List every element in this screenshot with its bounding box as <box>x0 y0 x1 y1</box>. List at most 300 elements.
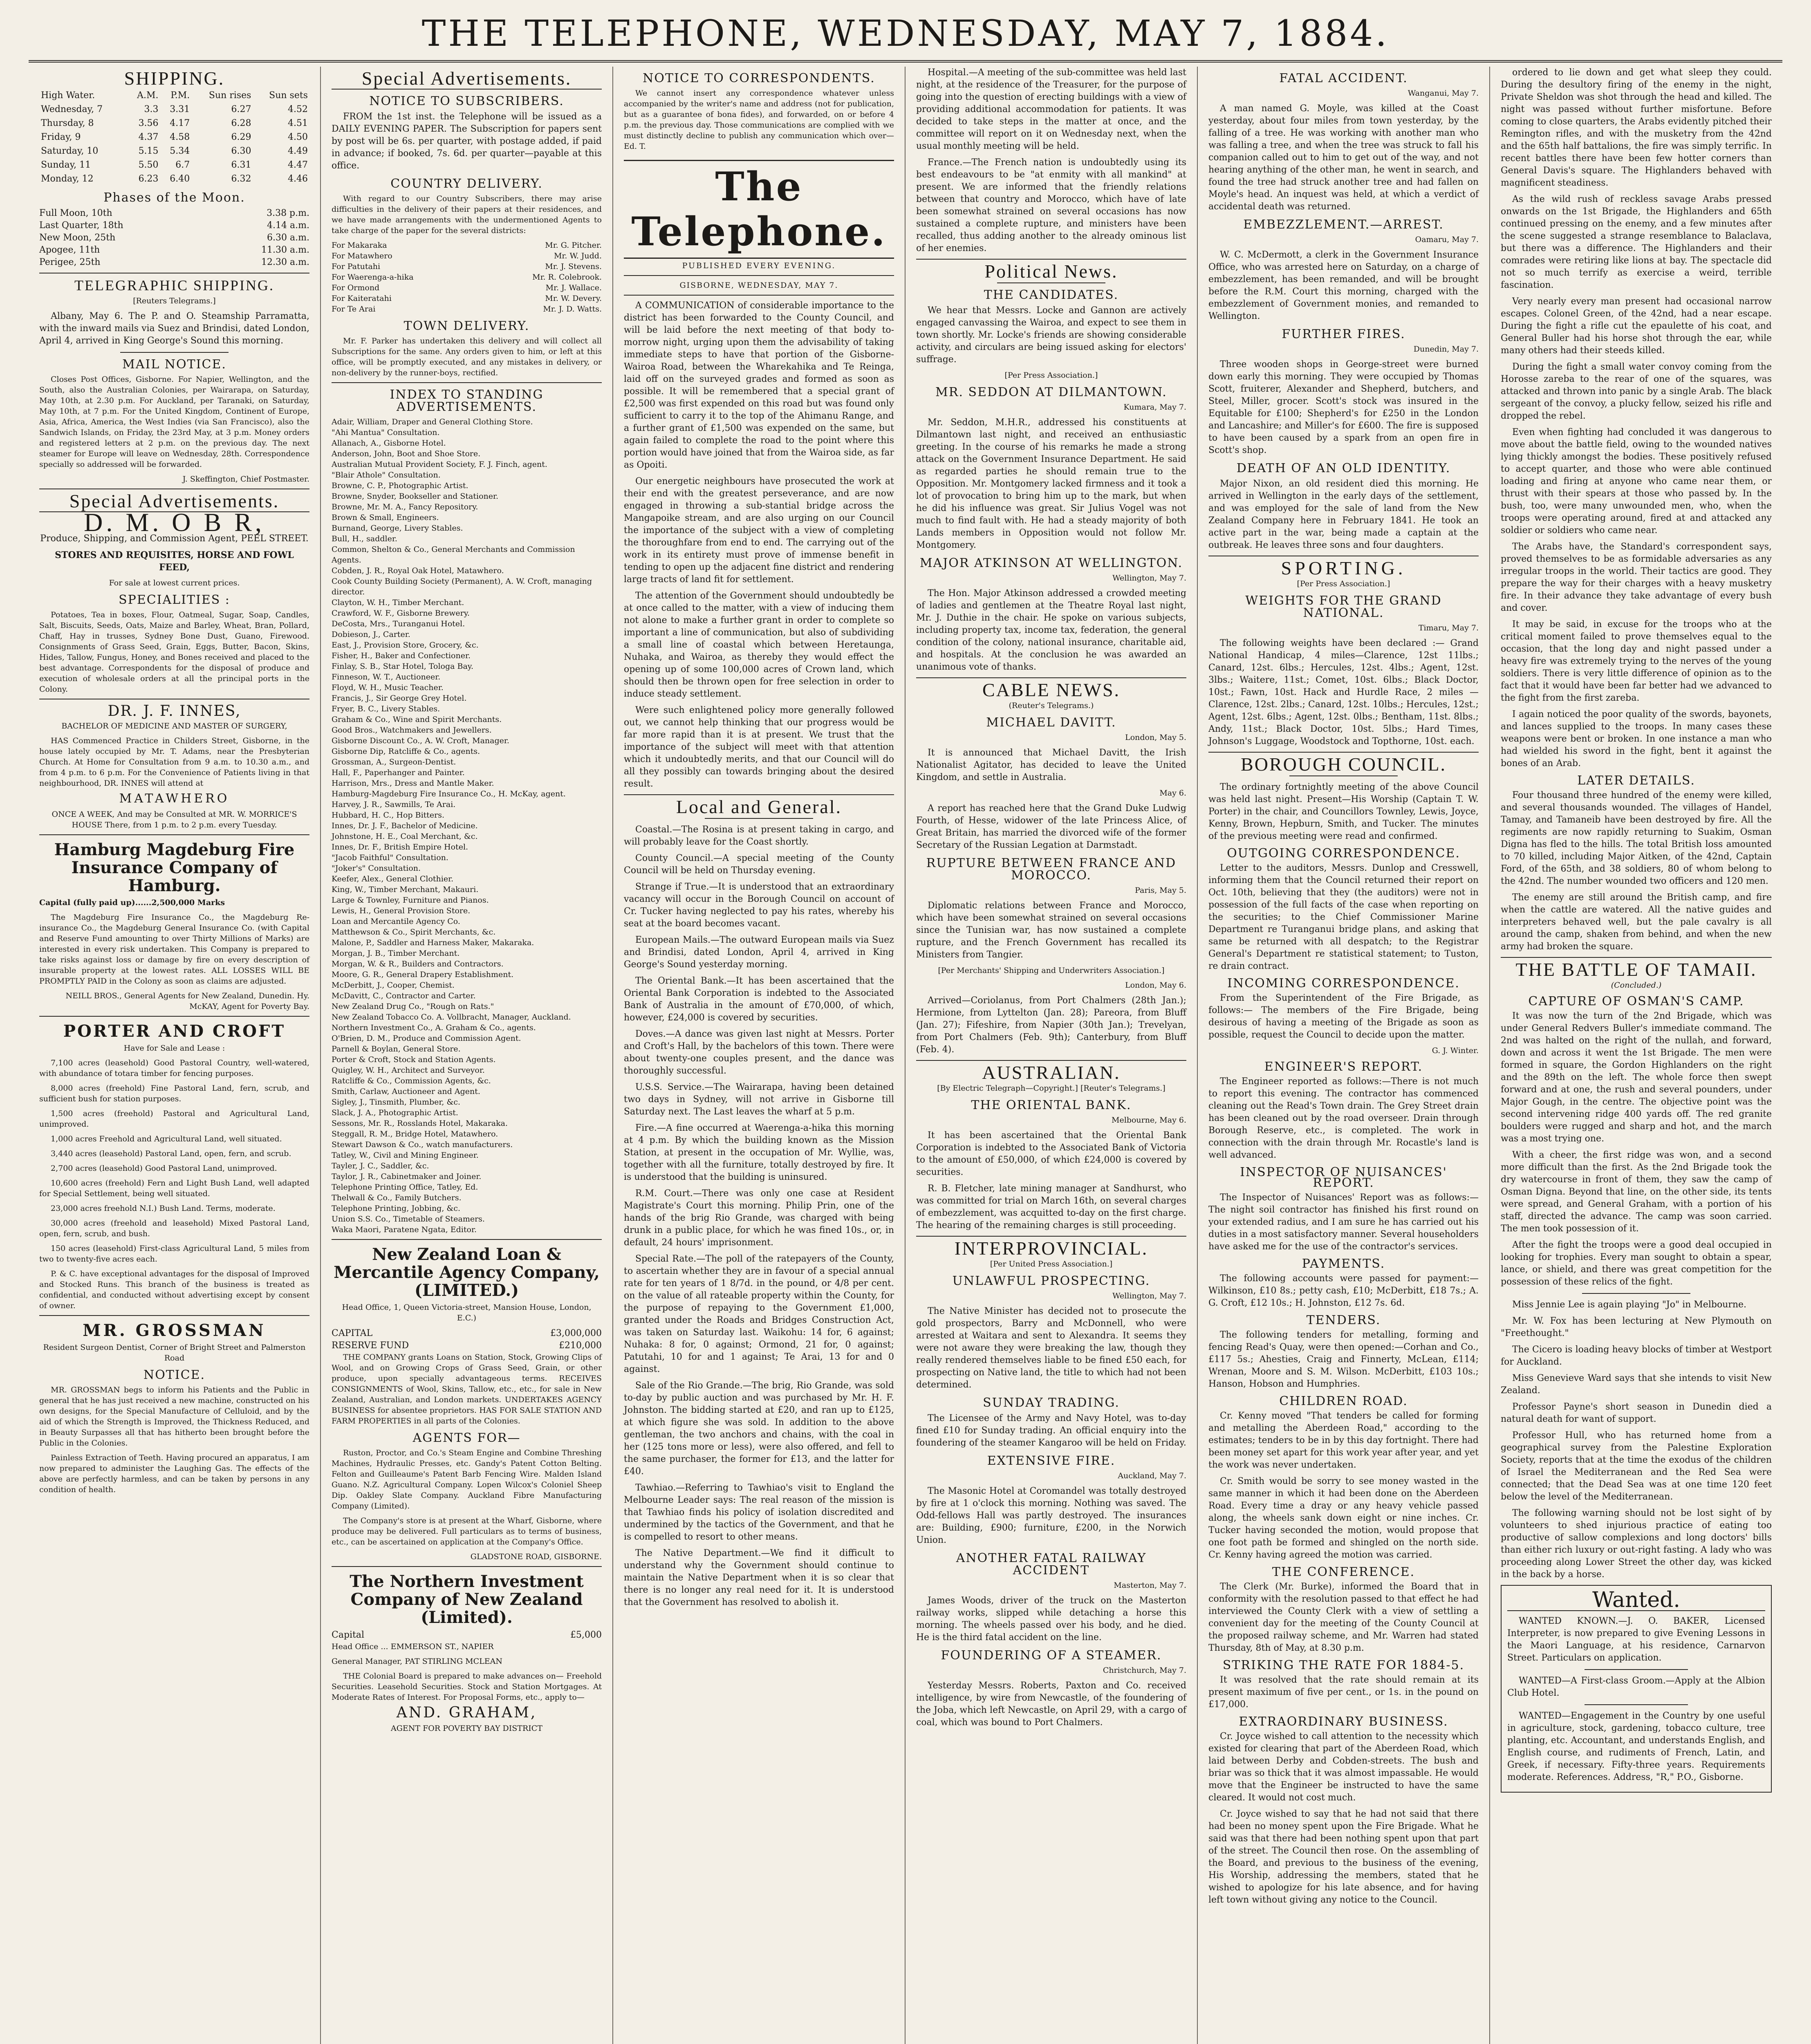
agent-name: Mr. R. Colebrook. <box>532 273 602 282</box>
battle-text-5: Even when fighting had concluded it was dangerous to move about the battle field, owing to the wounded natives lying thickly amongst the bodies. These positively refused to accept quarter, and those who were able continued loading and firing at anyone who came near them, or thrust with their spears at those who passed by. In the bush, too, were many unwounded men, who, when the troops were operating around, fired at and attacked any soldier or soldiers who came near. <box>1501 427 1772 536</box>
capture-text: It was now the turn of the 2nd Brigade, which was under General Redvers Buller's immediate command. The 2nd was halted on the right of the nullah, and forward, down and across it went the 1st Brigade. The men were formed in square, the Gordon Highlanders on the right and the 89th on the left. The whole force then swept forward and at one, the rush and several pounders, under Major Gough, in the centre. The objective point was the second intervening ridge 400 yards off. The red granite boulders were rugged and sharp and hot, and the march was a most trying one. <box>1501 1011 1772 1144</box>
leader-paragraph: The attention of the Government should undoubtedly be at once called to the matter, with a view of inducing them not alone to make a further grant in order to complete so important a line of communication, but also of subdividing a small line of coastal which between Heretaunga, Nuhaka, and Wairoa, as thereby they would effect the opening up of some 100,000 acres of Crown land, which should then be thrown open for free selection in order to induce steady settlement. <box>624 591 894 699</box>
davitt-text: It is announced that Michael Davitt, the Irish Nationalist Agitator, has decided to leave the United Kingdom, and settle in Australia. <box>916 748 1186 782</box>
tides-cell: 6.7 <box>175 160 190 170</box>
tides-cell: Thursday, 8 <box>41 118 94 128</box>
tides-cell: 4.51 <box>288 118 308 128</box>
telegraphic-source: [Reuters Telegrams.] <box>133 296 216 305</box>
steamer-dateline: Christchurch, May 7. <box>1103 1666 1186 1675</box>
candidates-title: THE CANDIDATES. <box>984 288 1119 302</box>
column-3 <box>613 67 906 2044</box>
sunday-title: SUNDAY TRADING. <box>983 1396 1120 1410</box>
tides-header-row <box>39 89 309 103</box>
later-details-text: Four thousand three hundred of the enemy were killed, and several thousands wounded. The villages of Handel, Tamay, and Tamaneib have been destroyed by fire. All the regiments are now rapidly returning to Suakim, Osman Digna has fled to the hills. The total British loss amounted to 70 killed, including Major Aitken, of the 42nd, Captain Ford, of the 65th, and 38 soldiers, 80 of whom belong to the 42nd. The number wounded two officers and 120 men. <box>1501 790 1772 886</box>
index-item: Lewis, H., General Provision Store. <box>332 906 471 915</box>
steamer-title: FOUNDERING OF A STEAMER. <box>941 1648 1162 1663</box>
special-ads-title: Special Advertisements. <box>69 491 280 511</box>
tides-cell: 5.34 <box>170 146 190 156</box>
country-delivery-title: COUNTRY DELIVERY. <box>390 177 543 191</box>
hamburg-capital: Capital (fully paid up)......2,500,000 Marks <box>39 898 225 907</box>
index-item: Hamburg-Magdeburg Fire Insurance Co., H. McKay, agent. <box>332 789 566 798</box>
agent-row <box>332 261 602 272</box>
local-item: U.S.S. Service.—The Wairarapa, having been detained two days in Sydney, will not arrive in Gisborne till Saturday next. The Last leaves the wharf at 5 p.m. <box>624 1082 894 1117</box>
tenders-text: The following tenders for metalling, forming and fencing Read's Quay, were then opened:—Corhan and Co., £117 5s.; Ahesties, Craig and Finnerty, McLean, £114; Wrenan, Moore and S. M. Wilson. McDerbitt, £103 10s.; Hanson, Hobson and Humphries. <box>1208 1330 1479 1389</box>
index-item: Adair, William, Draper and General Clothing Store. <box>332 417 533 426</box>
index-item: Ratcliffe & Co., Commission Agents, &c. <box>332 1076 491 1085</box>
index-item: Loan and Mercantile Agency Co. <box>332 917 460 926</box>
further-fires-dateline: Dunedin, May 7. <box>1413 345 1479 354</box>
agent-name: Mr. J. Stevens. <box>545 262 602 271</box>
railway-accident-title: ANOTHER FATAL RAILWAY ACCIDENT <box>956 1551 1147 1578</box>
tenders-title: TENDERS. <box>1306 1313 1381 1327</box>
france-text: France.—The French nation is undoubtedly using its best endeavours to be "at enmity with all mankind" at present. We are informed that the friendly relations between that country and Morocco, which have of late been somewhat strained on several occasions has now sustained a complete rupture, and ministers have been recalled, thus adding another to the already ominous list of her enemies. <box>916 157 1186 253</box>
agent-district: For Matawhero <box>332 251 392 260</box>
index-item: East, J., Provision Store, Grocery, &c. <box>332 641 479 650</box>
moon-phase: Full Moon, 10th <box>39 208 112 218</box>
index-item: Taylor, J. R., Cabinetmaker and Joiner. <box>332 1172 482 1181</box>
tides-cell: 6.23 <box>138 174 159 184</box>
nuisances-text: The Inspector of Nuisances' Report was as follows:—The night soil contractor has finished his first round on your extended radius, and I am sure he has carried out his duties in a most satisfactory manner. Several householders have asked me for the use of the contractor's services. <box>1208 1192 1479 1252</box>
index-item: Browne, C. P., Photographic Artist. <box>332 481 468 490</box>
published-line: PUBLISHED EVERY EVENING. <box>682 261 836 270</box>
borough-council-title: BOROUGH COUNCIL. <box>1241 754 1446 775</box>
local-item: Strange if True.—It is understood that an extraordinary vacancy will occur in the Borough Council on account of Cr. Tucker having neglected to pay his rates, whereby his seat at the board becomes vacant. <box>624 882 894 929</box>
index-item: Fryer, B. C., Livery Stables. <box>332 704 440 713</box>
innes-title: DR. J. F. INNES, <box>108 703 241 719</box>
later-details-text-2: The enemy are still around the British camp, and fire when the cattle are watered. All the native guides and interpreters behaved well, but the pale cavalry is all around the camp, shaken from behind, and when the new army had broken the square. <box>1501 892 1772 952</box>
index-item: Floyd, W. H., Music Teacher. <box>332 683 444 692</box>
matawhero-text: ONCE A WEEK, And may be Consulted at MR. W. MORRICE'S HOUSE There, from 1 p.m. to 2 p.m. every Tuesday. <box>52 810 297 829</box>
index-item: Morgan, W. & R., Builders and Contractors. <box>332 959 504 968</box>
sporting-title: SPORTING. <box>1281 558 1406 578</box>
leader-paragraph: Were such enlightened policy more generally followed out, we cannot help thinking that our progress would be far more rapid than it is at present. We trust that the importance of the subject will meet with that attention which it undoubtedly merits, and that our Council will do all they possibly can towards bringing about the desired result. <box>624 705 894 789</box>
correspondents-title: NOTICE TO CORRESPONDENTS. <box>643 71 875 85</box>
agent-name: Mr. G. Pitcher. <box>545 241 602 250</box>
index-item: Keefer, Alex., General Clothier. <box>332 874 454 883</box>
tides-header-cell: A.M. <box>137 90 159 101</box>
tides-body <box>39 103 309 186</box>
index-item: Steggall, R. M., Bridge Hotel, Matawhero. <box>332 1130 498 1139</box>
tides-table <box>39 89 309 186</box>
steamer-text: Yesterday Messrs. Roberts, Paxton and Co. received intelligence, by wire from Newcastle, of the foundering of the Joba, which left Newcastle, on April 29, with a cargo of coal, which was bound to Port Chalmers. <box>916 1681 1186 1728</box>
col5-closing-text: Cr. Joyce wished to say that he had not said that there had been no money spent upon the Fire Brigade. What he said was that there had been nothing spent upon that part of the street. The Council then rose. On the assembling of the Board, and previous to the business of the evening, His Worship, addressing the members, stated that he wished to apologize for his late absence, and for having left town without giving any notice to the Council. <box>1208 1809 1479 1905</box>
cicero-text: The Cicero is loading heavy blocks of timber at Westport for Auckland. <box>1501 1345 1772 1367</box>
index-item: Graham & Co., Wine and Spirit Merchants. <box>332 715 502 724</box>
hamburg-sign: NEILL BROS., General Agents for New Zealand, Dunedin. Hy. McKAY, Agent for Poverty Bay. <box>65 991 309 1011</box>
country-delivery-text: With regard to our Country Subscribers, there may arise difficulties in the delivery of their papers at their residences, and we have made arrangements with the undermentioned Agents to take charge of the paper for the several districts: <box>332 194 602 235</box>
grossman-text: MR. GROSSMAN begs to inform his Patients and the Public in general that he has just received a new machine, constructed on his own designs, for the Special Manufacture of Celluloid, and by the aid of which the Strength is Improved, the Thickness Reduced, and in Beauty Surpasses all that has hitherto been brought before the Public in the Colonies. <box>39 1385 309 1448</box>
index-title: INDEX TO STANDING ADVERTISEMENTS. <box>390 388 544 414</box>
hamburg-title: Hamburg Magdeburg Fire Insurance Company of Hamburg. <box>54 840 295 895</box>
porter-item: 30,000 acres (freehold and leasehold) Mixed Pastoral Land, open, fern, scrub, and bush. <box>39 1219 309 1238</box>
town-delivery-text: Mr. F. Parker has undertaken this delivery and will collect all Subscriptions for the same. Any orders given to him, or left at this office, will be promptly executed, and any mistakes in delivery, or non-delivery by the runner-boys, rectified. <box>332 336 602 377</box>
moon-time: 6.30 a.m. <box>267 233 309 243</box>
weights-dateline: Timaru, May 7. <box>1418 623 1479 632</box>
leader-article <box>624 300 894 790</box>
payments-text: The following accounts were passed for payment:—Wilkinson, £10 8s.; petty cash, £10; McDerbitt, £18 7s.; A. G. Croft, £12 10s.; H. Johnston, £12 7s. 6d. <box>1208 1273 1479 1308</box>
atkinson-text: The Hon. Major Atkinson addressed a crowded meeting of ladies and gentlemen at the Theatre Royal last night, Mr. J. Duthie in the chair. He spoke on various subjects, including property tax, income tax, federation, the general condition of the colony, national insurance, charitable aid, and hospitals. At the conclusion he was awarded an unanimous vote of thanks. <box>916 588 1186 672</box>
battle-intro: ordered to lie down and get what sleep they could. During the desultory firing of the enemy in the night, Private Sheldon was shot through the head and killed. The night was passed without further misfortune. Before coming to close quarters, the Arabs evidently pitched their Remington rifles, and with the musketry from the 42nd and the 65th half battalions, the fire was simply terrific. In recent battles there have been few hotter corners than General Davis's square. The Highlanders behaved with magnificent steadiness. <box>1501 67 1772 188</box>
old-identity-title: DEATH OF AN OLD IDENTITY. <box>1236 461 1451 475</box>
moon-time: 4.14 a.m. <box>267 220 309 231</box>
extraordinary-title: EXTRAORDINARY BUSINESS. <box>1239 1715 1448 1729</box>
loan-capital-row <box>332 1327 602 1340</box>
grossman-foot: Painless Extraction of Teeth. Having procured an apparatus, I am now prepared to administer the Laughing Gas. The effects of the above are perfectly harmless, and can be taken by persons in any condition of health. <box>39 1453 309 1494</box>
index-item: Cook County Building Society (Permanent), A. W. Croft, managing director. <box>332 577 592 596</box>
embezzlement-text: W. C. McDermott, a clerk in the Government Insurance Office, who was arrested here on Saturday, on a charge of embezzlement, has been remanded, and will be brought before the R.M. Court this morning, charged with the embezzlement of Government monies, and remanded to Wellington. <box>1208 250 1479 321</box>
index-item: Francis, J., Sir George Grey Hotel. <box>332 694 467 703</box>
local-general-title: Local and General. <box>676 796 842 817</box>
moon-row <box>39 256 309 269</box>
index-item: "Jacob Faithful" Consultation. <box>332 853 448 862</box>
local-item: European Mails.—The outward European mails via Suez and Brindisi, dated London, April 4, arrived in King George's Sound yesterday morning. <box>624 935 894 970</box>
agent-district: For Te Arai <box>332 305 376 314</box>
tides-row <box>39 103 309 117</box>
northern-capital-row <box>332 1629 602 1641</box>
specialities-title: SPECIALITIES : <box>119 593 230 607</box>
nuisances-title: INSPECTOR OF NUISANCES' REPORT. <box>1240 1165 1447 1190</box>
moon-row <box>39 207 309 220</box>
porter-item: 3,440 acres (leasehold) Pastoral Land, open, fern, and scrub. <box>51 1149 291 1158</box>
local-item: The Oriental Bank.—It has been ascertained that the Oriental Bank Corporation is indebted to the Associated Bank of Australia in the amount of £70,000, of which, however, £24,000 is covered by securities. <box>624 976 894 1023</box>
local-list <box>624 824 894 1609</box>
northern-manager: General Manager, PAT STIRLING MCLEAN <box>332 1657 502 1666</box>
seddon-title: MR. SEDDON AT DILMANTOWN. <box>935 385 1167 399</box>
index-item: Brown & Small, Engineers. <box>332 513 439 522</box>
mail-sign: J. Skeffington, Chief Postmaster. <box>182 475 309 484</box>
tides-header-cell: Sun sets <box>269 90 308 101</box>
index-item: Clayton, W. H., Timber Merchant. <box>332 598 464 607</box>
oriental-dateline: Melbourne, May 6. <box>1112 1116 1186 1125</box>
mail-title: MAIL NOTICE. <box>122 357 226 372</box>
moon-time: 3.38 p.m. <box>267 208 309 218</box>
australian-source: [By Electric Telegraph—Copyright.] [Reuter's Telegrams.] <box>937 1084 1165 1093</box>
column-6 <box>1490 67 1782 2044</box>
column-1 <box>29 67 321 2044</box>
loan-agents: Ruston, Proctor, and Co.'s Steam Engine and Combine Threshing Machines, Hydraulic Presses, etc. Gandy's Patent Cotton Belting. Felton and Guilleaume's Patent Barb Fencing Wire. Malden Island Guano. N.Z. Agricultural Company. Lopen Wilcox's Coloniel Sheep Dip. Oakley Slate Company. Auckland Fibre Manufacturing Company (Limited). <box>332 1448 602 1511</box>
agent-row <box>332 293 602 304</box>
fatal-accident-title: FATAL ACCIDENT. <box>1279 71 1408 85</box>
sunday-text: The Licensee of the Army and Navy Hotel, was to-day fined £10 for Sunday trading. An official enquiry into the foundering of the steamer Kangaroo will be held on Friday. <box>916 1413 1186 1448</box>
tides-cell: 4.46 <box>288 174 308 184</box>
moon-phase: Perigee, 25th <box>39 257 101 267</box>
engineer-text: The Engineer reported as follows:—There is not much to report this evening. The contractor has commenced cleaning out the Read's Town drain. The Grey Street drain has been cleaned out by the road overseer. Drain through Borough Reserve, etc., is completed. The work in connection with the drain through Mr. Rocastle's land is well advanced. <box>1208 1076 1479 1160</box>
striking-text: It was resolved that the rate should remain at its present maximum of five per cent., or 1s. in the pound on £17,000. <box>1208 1675 1479 1710</box>
prospecting-text: The Native Minister has decided not to prosecute the gold prospectors, Barry and McDonnell, who were arrested at Waitara and sent to Alexandra. It seems they were not aware they were breaking the law, though they really rendered themselves liable to be fined £50 each, for prospecting on Native land, the title to which had not been determined. <box>916 1306 1186 1390</box>
fatal-accident-dateline: Wanganui, May 7. <box>1408 89 1479 98</box>
tides-cell: 4.17 <box>170 118 190 128</box>
tides-cell: Friday, 9 <box>41 132 81 142</box>
conference-title: THE CONFERENCE. <box>1272 1565 1415 1579</box>
index-item: Browne, Mr. M. A., Fancy Repository. <box>332 502 478 511</box>
extensive-fire-text: The Masonic Hotel at Coromandel was totally destroyed by fire at 1 o'clock this morning. Nothing was saved. The Odd-fellows Hall was partly destroyed. The insurances are: Building, £900; furniture, £200, in the Norwich Union. <box>916 1486 1186 1545</box>
agent-row <box>332 282 602 293</box>
special-ads-title-2: Special Advertisements. <box>361 68 572 89</box>
tamaii-title: THE BATTLE OF TAMAII. <box>1515 959 1757 980</box>
local-item: Sale of the Rio Grande.—The brig, Rio Grande, was sold to-day by public auction and was purchased by Mr. H. F. Johnston. The bidding started at £20, and ran up to £125, at which figure she was sold. In addition to the above gentleman, the two anchors and chains, with the coal in her (125 tons more or less), were also offered, and fell to the same purchaser, the former for £13, and the latter for £40. <box>624 1381 894 1477</box>
index-item: "Joker's" Consultation. <box>332 864 421 873</box>
outgoing-text: Letter to the auditors, Messrs. Dunlop and Cresswell, informing them that the Council returned their report on Oct. 10th, believing that they (the auditors) were not in possession of the full facts of the case when reporting on the securities; to the Chief Commissioner Marine Department re Turanganui bridge plans, and asking that same be returned with all despatch; to the Registrar General's Department re statistical statement; to Tuston, re drain contract. <box>1208 863 1479 971</box>
leader-paragraph: A COMMUNICATION of considerable importance to the district has been forwarded to the County Council, and will be laid before the next meeting of that body to-morrow night, urging upon them the advisability of taking immediate steps to have that portion of the Gisborne-Wairoa Road, between the Wharekahika and Te Reinga, laid off on the surveyed grades and formed as soon as possible. It will be remembered that a special grant of £2,500 was first expended on this road but was found only sufficient to carry it to the top of the Ahimanu Range, and a further grant of £1,500 was expended on the same, but again failed to complete the road to the point where this portion would have joined that from the Wairoa side, as far as Opoiti. <box>624 300 894 470</box>
wanted-1: WANTED KNOWN.—J. O. BAKER, Licensed Interpreter, is now prepared to give Evening Lessons in the Maori Language, at his residence, Carnarvon Street. Particulars on application. <box>1507 1616 1765 1663</box>
tides-cell: 5.15 <box>138 146 159 156</box>
index-item: Tatley, W., Civil and Mining Engineer. <box>332 1151 479 1160</box>
tides-cell: 3.56 <box>138 118 159 128</box>
agent-district: For Kaiteratahi <box>332 294 392 303</box>
index-item: Dobieson, J., Carter. <box>332 630 410 639</box>
moon-row <box>39 232 309 244</box>
dmobr-heading: D. M. O B R, <box>84 508 265 537</box>
further-fires-text: Three wooden shops in George-street were burned down early this morning. They were occupied by Thomas Scott, fruiterer, Alexander and Shepherd, butchers, and Steel, Miller, grocer. Scott's stock was insured in the Equitable for £100; Shepherd's for £250 in the London and Lancashire; and Miller's for £600. The fire is supposed to have been caused by a spark from an open fire in Scott's shop. <box>1208 359 1479 455</box>
index-item: Union S.S. Co., Timetable of Steamers. <box>332 1215 485 1224</box>
index-item: Northern Investment Co., A. Graham & Co., agents. <box>332 1023 536 1032</box>
warning-text: The following warning should not be lost sight of by volunteers to shed injurious practice of eating too productive of sallow complexions and long doctors' bills than either rich luxury or out-right fasting. A lady who was proceeding along Lower Street the other day, was kicked in the back by a horse. <box>1501 1508 1772 1580</box>
local-item: County Council.—A special meeting of the County Council will be held on Thursday evening. <box>624 853 894 876</box>
loan-text: THE COMPANY grants Loans on Station, Stock, Growing Clips of Wool, and on Growing Crops of Grass Seed, Grain, or other produce, upon specially advantageous terms. RECEIVES CONSIGNMENTS of Wool, Skins, Tallow, etc., etc., for sale in New Zealand, Australian, and London markets. UNDERTAKES AGENCY BUSINESS for absentee proprietors. HAS FOR SALE STATION AND FARM PROPERTIES in all parts of the Colonies. <box>332 1353 602 1425</box>
correspondents-text: We cannot insert any correspondence whatever unless accompanied by the writer's name and address (not for publication, but as a guarantee of bona fides), and forwarded, on or before 4 p.m. the previous day. Those communications are complied with we must distinctly decline to publish any communication which over—Ed. T. <box>624 89 894 151</box>
agent-name: Mr. J. Wallace. <box>545 283 602 292</box>
grossman-title: MR. GROSSMAN <box>83 1321 266 1340</box>
loan-agents-title: AGENTS FOR— <box>412 1431 521 1445</box>
railway-accident-text: James Woods, driver of the truck on the Masterton railway works, slipped while detaching a horse this morning. The wheels passed over his body, and he died. He is the third fatal accident on the line. <box>916 1596 1186 1643</box>
moon-phase: New Moon, 25th <box>39 233 116 243</box>
index-item: Harvey, J. R., Sawmills, Te Arai. <box>332 800 456 809</box>
porter-item: 1,000 acres Freehold and Agricultural Land, well situated. <box>51 1134 282 1143</box>
index-item: Waka Maori, Paratene Ngata, Editor. <box>332 1225 477 1234</box>
index-item: Common, Shelton & Co., General Merchants and Commission Agents. <box>332 545 575 565</box>
dateline: GISBORNE, WEDNESDAY, MAY 7. <box>679 281 838 290</box>
hospital-text: Hospital.—A meeting of the sub-committee was held last night, at the residence of the Treasurer, for the purpose of going into the question of erecting buildings with a view of providing additional accommodation for patients. It was decided to take steps in the matter at once, and the committee will report on it on Wednesday next, when the usual monthly meeting will be held. <box>916 67 1186 151</box>
index-item: Moore, G. R., General Drapery Establishment. <box>332 970 514 979</box>
davitt-title: MICHAEL DAVITT. <box>986 715 1116 730</box>
index-item: Bull, H., saddler. <box>332 534 397 543</box>
prospecting-dateline: Wellington, May 7. <box>1112 1291 1186 1300</box>
merchants-text: Arrived—Coriolanus, from Port Chalmers (28th Jan.); Hermione, from Lyttelton (Jan. 28); Pareora, from Bluff (Jan. 27); Fifeshire, from Napier (30th Jan.); Trevelyan, from Port Chalmers (Feb. 9th); Canterbury, from Bluff (Feb. 4). <box>916 995 1186 1055</box>
masthead: THE TELEPHONE, WEDNESDAY, MAY 7, 1884. <box>29 12 1782 63</box>
index-item: Slack, J. A., Photographic Artist. <box>332 1108 458 1117</box>
interprovincial-source: [Per United Press Association.] <box>990 1260 1113 1269</box>
oriental-text: It has been ascertained that the Oriental Bank Corporation is indebted to the Associated Bank of Victoria to the amount of £50,000, of which £24,000 is covered by securities. <box>916 1130 1186 1177</box>
moon-time: 11.30 a.m. <box>261 245 309 255</box>
telegraphic-text: Albany, May 6. The P. and O. Steamship Parramatta, with the inward mails via Suez and Brindisi, dated London, April 4, arrived in King George's Sound this morning. <box>39 311 309 346</box>
porter-item: 7,100 acres (leasehold) Good Pastoral Country, well-watered, with abundance of totara timber for fencing purposes. <box>39 1058 309 1078</box>
agent-row <box>332 240 602 251</box>
col5-continued-text: Cr. Smith would be sorry to see money wasted in the same manner in which it had been done on the Aberdeen Road. Every time a dray or any heavy vehicle passed along, the wheels sank down eight or nine inches. Cr. Tucker having seconded the motion, would propose that one foot path be formed and shingled on the north side. Cr. Kenny having agreed the motion was carried. <box>1208 1476 1479 1560</box>
battle-text-3: Very nearly every man present had occasional narrow escapes. Colonel Green, of the 42nd, had a near escape. During the fight a rifle cut the epaulette of his coat, and General Buller had his horse shot through the ear, while many others had their steeds killed. <box>1501 296 1772 356</box>
tides-row <box>39 144 309 158</box>
agent-row <box>332 251 602 261</box>
children-road-text: Cr. Kenny moved "That tenders be called for forming and metalling the Aberdeen Road," according to the estimates; tenders to be in by this day fortnight. There had been money set apart for this work year after year, and yet the work was never undertaken. <box>1208 1411 1479 1470</box>
stores-sub: For sale at lowest current prices. <box>109 578 240 587</box>
cable-source: (Reuter's Telegrams.) <box>1009 701 1094 710</box>
fox-lecture-text: Mr. W. Fox has been lecturing at New Plymouth on "Freethought." <box>1501 1316 1772 1338</box>
tides-header-cell: P.M. <box>170 90 190 101</box>
tides-cell: 3.3 <box>144 104 159 114</box>
index-item: Innes, Dr. F., British Empire Hotel. <box>332 843 468 852</box>
moon-phase: Last Quarter, 18th <box>39 220 123 231</box>
index-item: Good Bros., Watchmakers and Jewellers. <box>332 726 492 735</box>
index-item: Browne, Snyder, Bookseller and Stationer. <box>332 492 499 501</box>
moon-row <box>39 220 309 232</box>
weights-title: WEIGHTS FOR THE GRAND NATIONAL. <box>1245 594 1442 620</box>
index-item: McDavitt, C., Contractor and Carter. <box>332 991 476 1000</box>
striking-title: STRIKING THE RATE FOR 1884-5. <box>1222 1658 1465 1672</box>
loan-foot: The Company's store is at present at the Wharf, Gisborne, where produce may be delivered. Full particulars as to terms of business, etc., can be ascertained on application at the Company's Office. <box>332 1516 602 1546</box>
outgoing-title: OUTGOING CORRESPONDENCE. <box>1227 846 1460 861</box>
may6-dateline: May 6. <box>1159 789 1186 798</box>
rupture-title: RUPTURE BETWEEN FRANCE AND MOROCCO. <box>926 856 1177 883</box>
porter-item: 8,000 acres (freehold) Fine Pastoral Land, fern, scrub, and sufficient bush for station purposes. <box>39 1084 309 1103</box>
local-item: Tawhiao.—Referring to Tawhiao's visit to England the Melbourne Leader says: The real reason of the mission is that Tawhiao finds his policy of isolation discredited and undermined by the tactics of the Government, and that he is compelled to resort to other means. <box>624 1483 894 1542</box>
interprovincial-title: INTERPROVINCIAL. <box>954 1238 1148 1259</box>
index-item: Finlay, S. B., Star Hotel, Tologa Bay. <box>332 662 474 671</box>
tides-cell: 6.32 <box>231 174 251 184</box>
merchants-dateline: London, May 6. <box>1125 981 1186 990</box>
agent-row <box>332 272 602 282</box>
index-item: Hubbard, H. C., Hop Bitters. <box>332 811 445 820</box>
index-item: Cobden, J. R., Royal Oak Hotel, Matawhero. <box>332 566 504 575</box>
index-item: Crawford, W. F., Gisborne Brewery. <box>332 609 470 618</box>
agent-district: For Makaraka <box>332 241 387 250</box>
agent-district: For Ormond <box>332 283 380 292</box>
index-item: Anderson, John, Boot and Shoe Store. <box>332 449 481 458</box>
index-item: Hall, F., Paperhanger and Painter. <box>332 768 465 777</box>
dmobr-sub: Produce, Shipping, and Commission Agent, PEEL STREET. <box>40 533 309 544</box>
northern-office: Head Office ... EMMERSON ST., NAPIER <box>332 1642 494 1651</box>
sporting-source: [Per Press Association.] <box>1297 579 1390 588</box>
agent-district: For Waerenga-a-hika <box>332 273 414 282</box>
trophies-text: After the fight the troops were a good deal occupied in looking for trophies. Every man sought to obtain a spear, lance, or shield, and there was great competition for the possession of these relics of the fight. <box>1501 1240 1772 1287</box>
shipping-title: SHIPPING. <box>124 68 225 89</box>
grossman-sub: Resident Surgeon Dentist, Corner of Bright Street and Palmerston Road <box>43 1343 306 1363</box>
incoming-text: From the Superintendent of the Fire Brigade, as follows:— The members of the Fire Brigade, being desirous of having a meeting of the Brigade as soon as possible, request the Council to decide upon the matter. <box>1208 993 1479 1040</box>
index-item: Sessons, Mr. R., Rosslands Hotel, Makaraka. <box>332 1119 508 1128</box>
tides-cell: 5.50 <box>138 160 159 170</box>
index-item: Harrison, Mrs., Dress and Mantle Maker. <box>332 779 494 788</box>
porter-item: 23,000 acres freehold N.I.) Bush Land. Terms, moderate. <box>51 1204 276 1213</box>
tamaii-sub: (Concluded.) <box>1611 981 1662 990</box>
engineer-title: ENGINEER'S REPORT. <box>1264 1060 1423 1074</box>
atkinson-dateline: Wellington, May 7. <box>1112 574 1186 583</box>
payments-title: PAYMENTS. <box>1302 1257 1385 1271</box>
hesse-text: A report has reached here that the Grand Duke Ludwig Fourth, of Hesse, widower of the late Princess Alice, of Great Britain, has married the divorced wife of the former Secretary of the Russian Legation at Darmstadt. <box>916 803 1186 850</box>
innes-sub: BACHELOR OF MEDICINE AND MASTER OF SURGERY, <box>61 722 287 731</box>
battle-text-8: I again noticed the poor quality of the swords, bayonets, and lances supplied to the troops. In many cases these weapons were bent or broken. In one instance a man who had wielded his sword in the fight, bent it against the bones of an Arab. <box>1501 709 1772 769</box>
tides-cell: Saturday, 10 <box>41 146 99 156</box>
town-delivery-title: TOWN DELIVERY. <box>403 319 530 333</box>
index-item: Telephone Printing Office, Tatley, Ed. <box>332 1183 478 1192</box>
local-item: Fire.—A fine occurred at Waerenga-a-hika this morning at 4 p.m. By which the building known as the Mission Station, at present in the occupation of Mr. Wyllie, was, together with all the furniture, totally destroyed by fire. It is understood that the building is uninsured. <box>624 1123 894 1182</box>
political-title: Political News. <box>984 261 1118 282</box>
battle-text-7: It may be said, in excuse for the troops who at the critical moment failed to prove themselves equal to the occasion, that the long day and night passed under a heavy fire was extremely trying to the nerves of the young soldiers. There is very little difference of opinion as to the fact that it would have been far better had we advanced to the fight from the first zareba. <box>1501 619 1772 703</box>
moon-phase: Apogee, 11th <box>39 245 100 255</box>
tides-row <box>39 117 309 130</box>
index-item: Tayler, J. C., Saddler, &c. <box>332 1161 429 1170</box>
capture-title: CAPTURE OF OSMAN'S CAMP. <box>1528 994 1744 1009</box>
northern-sign-sub: AGENT FOR POVERTY BAY DISTRICT <box>390 1724 542 1733</box>
northern-text: THE Colonial Board is prepared to make advances on— Freehold Securities. Leasehold Securities. Stock and Station Mortgages. At Moderate Rates of Interest. For Proposal Forms, etc., apply to— <box>332 1672 602 1702</box>
australian-title: AUSTRALIAN. <box>982 1062 1121 1083</box>
nameplate: The Telephone. <box>624 160 894 259</box>
index-item: Grossman, A., Surgeon-Dentist. <box>332 758 456 766</box>
embezzlement-dateline: Oamaru, May 7. <box>1415 235 1479 244</box>
fletcher-text: R. B. Fletcher, late mining manager at Sandhurst, who was committed for trial on March 16th, on several charges of embezzlement, was acquitted to-day on the first charge. The hearing of the remaining charges is still proceeding. <box>916 1183 1186 1230</box>
jennie-lee-text: Miss Jennie Lee is again playing "Jo" in Melbourne. <box>1512 1300 1747 1310</box>
index-item: Johnstone, H. E., Coal Merchant, &c. <box>332 832 478 841</box>
index-item: Large & Townley, Furniture and Pianos. <box>332 896 489 905</box>
wanted-2: WANTED—A First-class Groom.—Apply at the Albion Club Hotel. <box>1507 1676 1765 1698</box>
wanted-title: Wanted. <box>1592 1588 1680 1612</box>
further-fires-title: FURTHER FIRES. <box>1282 327 1405 341</box>
column-5 <box>1198 67 1490 2044</box>
local-item: Special Rate.—The poll of the ratepayers of the County, to ascertain whether they are in favour of a special annual rate for ten years of 1 8/7d. in the pound, or 4/8 per cent. on the value of all rateable property within the County, for the purpose of repaying to the Government £1,000, granted under the Roads and Bridges Construction Act, was taken on Saturday last. Waikohu: 14 for, 6 against; Nuhaka: 8 for, 0 against; Ormond, 21 for, 0 against; Patutahi, 10 for and 1 against; Te Arai, 13 for and 0 against. <box>624 1254 894 1374</box>
tides-cell: 4.47 <box>288 160 308 170</box>
index-item: New Zealand Tobacco Co. A. Vollbracht, Manager, Auckland. <box>332 1013 571 1022</box>
loan-title: New Zealand Loan & Mercantile Agency Company, (LIMITED.) <box>334 1245 600 1300</box>
index-item: Australian Mutual Provident Society, F. J. Finch, agent. <box>332 460 547 469</box>
capture-text-2: With a cheer, the first ridge was won, and a second more difficult than the first. As the 2nd Brigade took the dry watercourse in front of them, they saw the camp of Osman Digna. Beyond that line, on the other side, its tents were spread, and General Graham, with a portion of his staff, directed the advance. The camp was soon carried. The men took possession of it. <box>1501 1150 1772 1234</box>
battle-text-2: As the wild rush of reckless savage Arabs pressed onwards on the 1st Brigade, the Highlanders and 65th continued pressing on the enemy, and a few minutes after the scene suggested a strange resemblance to Balaclava, but there was a difference. The Highlanders and their comrades were retiring like lions at bay. The spectacle did not so much terrify as exercise a weird, terrible fascination. <box>1501 194 1772 290</box>
index-item: Matthewson & Co., Spirit Merchants, &c. <box>332 928 496 937</box>
index-item: Smith, Carlaw, Auctioneer and Agent. <box>332 1087 480 1096</box>
index-item: "Blair Athole" Consultation. <box>332 471 441 480</box>
index-item: Stewart Dawson & Co., watch manufacturers. <box>332 1140 513 1149</box>
tides-row <box>39 130 309 144</box>
porter-item: 10,600 acres (freehold) Fern and Light Bush Land, well adapted for Special Settlement, being well situated. <box>39 1179 309 1198</box>
tides-cell: 4.37 <box>138 132 159 142</box>
index-item: McDerbitt, J., Cooper, Chemist. <box>332 981 455 990</box>
merchants-source: [Per Merchants' Shipping and Underwriters Association.] <box>938 966 1165 975</box>
stores-heading: STORES AND REQUISITES, HORSE AND FOWL FEED, <box>55 550 294 573</box>
moon-title: Phases of the Moon. <box>103 191 245 205</box>
agent-row <box>332 304 602 314</box>
index-item: Finneson, W. T., Auctioneer. <box>332 672 441 681</box>
battle-text-6: The Arabs have, the Standard's correspondent says, proved themselves to be as formidable adversaries as any irregular troops in the world. Their tactics are good. They prepare the way for their charges with a heavy musketry fire. In their advance they take advantage of every bush and cover. <box>1501 542 1772 613</box>
conference-text: The Clerk (Mr. Burke), informed the Board that in conformity with the resolution passed to that effect he had interviewed the County Clerk with a view of settling a convenient day for the meeting of the County Council at the proposed railway scheme, and Mr. Warren had stated Thursday, 8th of May, at 8.30 p.m. <box>1208 1582 1479 1653</box>
candidates-text: We hear that Messrs. Locke and Gannon are actively engaged canvassing the Wairoa, and expect to see them in town shortly. Mr. Locke's friends are showing considerable activity, and circulars are being issued asking for electors' suffrage. <box>916 305 1186 365</box>
later-details-title: LATER DETAILS. <box>1577 773 1695 788</box>
porter-list <box>39 1058 309 1264</box>
extensive-fire-title: EXTENSIVE FIRE. <box>987 1454 1116 1468</box>
agent-district: For Patutahi <box>332 262 381 271</box>
local-item: R.M. Court.—There was only one case at Resident Magistrate's Court this morning. Philip Prin, one of the hands of the brig Rio Grande, was charged with being drunk in a public place, for which he was fined 10s., or, in default, 24 hours' imprisonment. <box>624 1188 894 1248</box>
porter-foot: P. & C. have exceptional advantages for the disposal of Improved and Stocked Runs. This branch of the business is treated as confidential, and conducted without advertising except by consent of owner. <box>39 1269 309 1310</box>
tides-cell: 3.31 <box>170 104 190 114</box>
index-item: Parnell & Boylan, General Store. <box>332 1044 461 1053</box>
porter-sub: Have for Sale and Lease : <box>123 1044 225 1053</box>
matawhero: MATAWHERO <box>119 791 230 806</box>
porter-item: 2,700 acres (leasehold) Good Pastoral Land, unimproved. <box>51 1164 277 1173</box>
weights-text: The following weights have been declared :— Grand National Handicap, 4 miles—Clarence, 12st 11lbs.; Canard, 12st. 6lbs.; Hercules, 12st. 4lbs.; Agent, 12st. 3lbs.; Waitere, 11st.; Comet, 10st. 6lbs.; Black Doctor, 10st.; Fawn, 10st. Hack and Hurdle Race, 2 miles — Clarence, 12st. 2lbs.; Canard, 12st. 10lbs.; Hercules, 12st.; Agent, 12st. 6lbs.; Agent, 12st. 0lbs.; Bentham, 11st. 8lbs.; Andy, 11st.; Black Doctor, 10st. 5lbs.; Hard Times, Johnson's Luggage, Woodstock and Topthorne, 10st. each. <box>1208 638 1479 746</box>
northern-capital-value: £5,000 <box>570 1630 602 1640</box>
northern-sign: AND. GRAHAM, <box>396 1704 537 1721</box>
specialities-text: Potatoes, Tea in boxes, Flour, Oatmeal, Sugar, Soap, Candles, Salt, Biscuits, Seeds, Oats, Maize and Barley, Wheat, Bran, Pollard, Chaff, Hay in trusses, Sydney Bone Dust, Guano, Firewood. Consignments of Grass Seed, Grain, Eggs, Butter, Bacon, Skins, Hides, Tallow, Fungus, Honey, and Bones received and placed to the best advantage. Correspondents for the disposal of produce and execution of wholesale orders at all the principal ports in the Colony. <box>39 610 309 694</box>
tides-cell: 6.28 <box>231 118 251 128</box>
tides-cell: 4.49 <box>288 146 308 156</box>
index-item: Gisborne Discount Co., A. W. Croft, Manager. <box>332 736 509 745</box>
tides-header-cell: High Water. <box>41 90 95 101</box>
wanted-3: WANTED—Engagement in the Country by one useful in agriculture, stock, gardening, tobacco culture, tree planting, etc. Accountant, and understands English, and English course, and rudiments of French, Latin, and Greek, if necessary. Fifty-three years. Requirements moderate. References. Address, "R," P.O., Gisborne. <box>1507 1711 1765 1782</box>
agents-list <box>332 240 602 314</box>
tides-cell: 4.50 <box>288 132 308 142</box>
children-road-title: CHILDREN ROAD. <box>1279 1394 1408 1408</box>
columns <box>29 67 1782 2044</box>
loan-office: Head Office, 1, Queen Victoria-street, Mansion House, London, E.C.) <box>342 1303 592 1322</box>
index-item: Burnand, George, Livery Stables. <box>332 524 463 533</box>
index-item: Fisher, H., Baker and Confectioner. <box>332 651 471 660</box>
tides-cell: 6.31 <box>231 160 251 170</box>
tides-row <box>39 158 309 172</box>
